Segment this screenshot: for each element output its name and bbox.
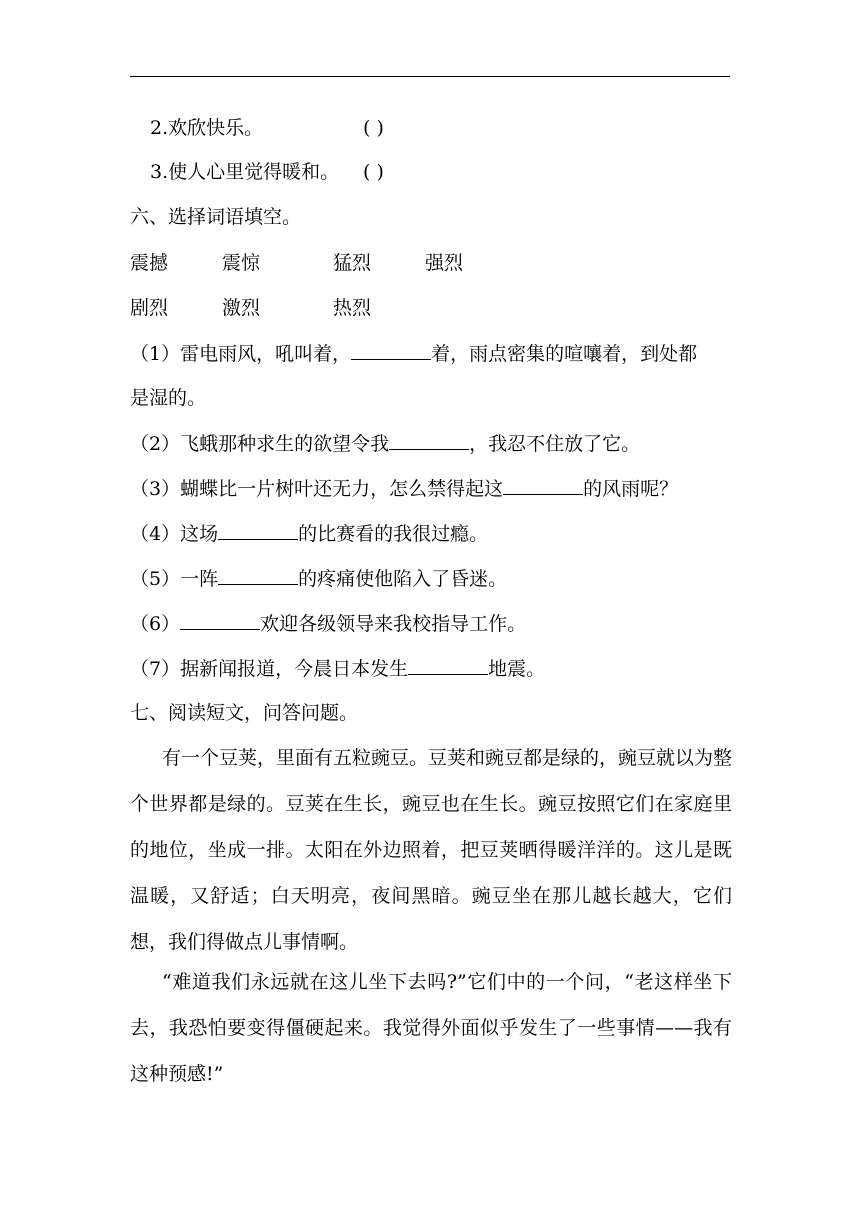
passage-paragraph-2: “难道我们永远就在这儿坐下去吗?”它们中的一个问，“老这样坐下去，我恐怕要变得僵硬起来。我觉得外面似乎发生了一些事情——我有这种预感!” — [130, 971, 732, 1085]
fill-item-4 — [130, 521, 488, 546]
answer-paren-3: ( ) — [363, 161, 384, 183]
section-6-title: 六、选择词语填空。 — [130, 206, 302, 228]
word-option: 震撼 — [130, 252, 169, 274]
section-7-title: 七、阅读短文，问答问题。 — [130, 702, 359, 724]
fill-blank[interactable] — [351, 341, 431, 360]
item-text: （7）据新闻报道，今晨日本发生 — [130, 658, 409, 680]
word-option: 激烈 — [222, 297, 261, 319]
answer-line-3 — [150, 160, 339, 184]
item-text: 欢迎各级领导来我校指导工作。 — [260, 613, 527, 635]
item-text: 地震。 — [488, 658, 546, 680]
item-text: （5）一阵 — [130, 568, 219, 590]
answer-paren-2: ( ) — [363, 117, 384, 139]
fill-item-5 — [130, 566, 507, 591]
word-option: 猛烈 — [333, 252, 372, 274]
fill-blank[interactable] — [218, 566, 298, 585]
passage-paragraph-1: 有一个豆荚，里面有五粒豌豆。豆荚和豌豆都是绿的，豌豆就以为整个世界都是绿的。豆荚在生长，豌豆也在生长。豌豆按照它们在家庭里的地位，坐成一排。太阳在外边照着，把豆荚晒得暖洋洋的。这儿是既温暖，又舒适；白天明亮，夜间黑暗。豌豆坐在那儿越长越大，它们想，我们得做点儿事情啊。 — [130, 747, 733, 953]
fill-blank[interactable] — [180, 611, 260, 630]
item-text: （4）这场 — [130, 523, 219, 545]
item-text: （1）雷电雨风，吼叫着， — [130, 343, 352, 365]
answer-line-2 — [150, 116, 263, 140]
fill-blank[interactable] — [389, 431, 469, 450]
item-text: 的比赛看的我很过瘾。 — [298, 523, 489, 545]
item-text: ，我忍不住放了它。 — [469, 433, 641, 455]
item-text: 的疼痛使他陷入了昏迷。 — [298, 568, 508, 590]
item-text: （2）飞蛾那种求生的欲望令我 — [130, 433, 390, 455]
header-rule — [130, 76, 730, 77]
fill-blank[interactable] — [408, 656, 488, 675]
word-option: 震惊 — [222, 252, 261, 274]
answer-text: 2.欢欣快乐。 — [150, 117, 264, 139]
fill-item-1-continuation: 是湿的。 — [130, 387, 207, 409]
answer-text: 3.使人心里觉得暖和。 — [150, 161, 340, 183]
item-text: 的风雨呢？ — [583, 478, 679, 500]
item-text: （6） — [130, 613, 181, 635]
fill-item-2 — [130, 431, 640, 456]
fill-blank[interactable] — [503, 476, 583, 495]
word-option: 强烈 — [425, 252, 464, 274]
item-text: （3）蝴蝶比一片树叶还无力，怎么禁得起这 — [130, 478, 504, 500]
item-text: 着，雨点密集的喧嚷着，到处都 — [431, 343, 698, 365]
word-option: 热烈 — [333, 297, 372, 319]
fill-item-7 — [130, 656, 545, 681]
word-option: 剧烈 — [130, 297, 169, 319]
fill-item-1 — [130, 341, 697, 366]
fill-blank[interactable] — [218, 521, 298, 540]
fill-item-3 — [130, 476, 678, 501]
fill-item-6 — [130, 611, 526, 636]
